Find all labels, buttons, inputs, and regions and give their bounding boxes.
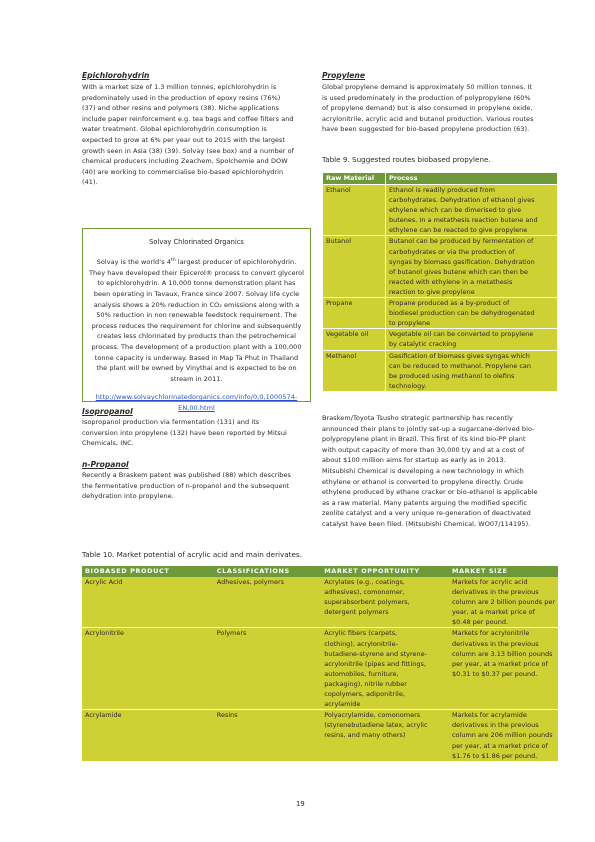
table-row [323, 329, 558, 350]
text-line: creates less chlorinated by products than the petrochemical [97, 332, 296, 341]
table10-cell-opportunity [321, 628, 449, 710]
text-line[interactable]: http://www.solvaychlorinatedorganics.com/info/0,0,1000574- [95, 393, 298, 402]
table10-cell-classification: Adhesives, polymers [214, 577, 322, 628]
text-line: automobiles, furniture, [324, 669, 399, 678]
text-line: acrylonitrile (pipes and fittings, [324, 659, 426, 668]
text-line: of propylene demand) but is also consumed in propylene oxide, [322, 104, 533, 113]
text-line: acrylamide [324, 700, 361, 709]
text-line: derivatives in the previous [451, 721, 539, 730]
table-row [82, 710, 558, 761]
text-line: of butanol gives butene which can then be [389, 267, 529, 276]
text-line[interactable]: EN,00.html [178, 403, 215, 412]
epichlorohydrin-heading: Epichlorohydrin [82, 71, 150, 80]
text-line: resins, and many others) [324, 731, 406, 740]
braskem-paragraph [322, 413, 538, 530]
table10-cell-size [449, 628, 558, 710]
table9-caption: Table 9. Suggested routes biobased propylene. [322, 155, 491, 164]
text-line: about $100 million aims for startup as early as in 2013. [322, 456, 506, 465]
text-line: column are 3.13 billion pounds [451, 649, 553, 658]
table10-cell-product: Acrylonitrile [82, 628, 214, 710]
text-line: (41). [82, 178, 98, 187]
table10-cell-opportunity [321, 710, 449, 761]
table9-cell-process [386, 329, 558, 350]
text-line: process. The development of a production plant with a 100,000 [91, 342, 302, 351]
table-row [82, 628, 558, 710]
table10-market-potential [82, 566, 558, 762]
text-line: With a market size of 1.3 million tonnes, epichlorohydrin is [82, 83, 277, 91]
text-line: butenes. In a metathesis reaction butene and [389, 216, 538, 225]
text-line: stream in 2011. [170, 374, 223, 383]
propylene-paragraph [322, 82, 534, 135]
text-line: include paper reinforcement e.g. tea bags and coffee filters and [82, 114, 294, 123]
table10-cell-size [449, 710, 558, 761]
text-line: Polyacrylamide, comonomers [324, 711, 421, 720]
table9-cell-material: Methanol [323, 350, 386, 391]
text-line: (40) are working to commercialise bio-based epichlorohydrin [82, 167, 284, 176]
text-line: column are 2 billion pounds per [451, 598, 555, 607]
table10-cell-product: Acrylic Acid [82, 577, 214, 628]
text-line: acrylonitrile, acrylic acid and butanol production. Various routes [322, 114, 534, 123]
text-line: Butanol can be produced by fermentation of [389, 237, 534, 246]
table9-cell-material: Vegetable oil [323, 329, 386, 350]
text-line: Braskem/Toyota Tsusho strategic partnership has recently [322, 414, 513, 422]
table9-cell-material: Butanol [323, 236, 386, 298]
text-line: detergent polymers [324, 608, 389, 617]
table10-caption: Table 10. Market potential of acrylic acid and main derivates. [82, 550, 302, 559]
page-number: 19 [296, 800, 305, 808]
text-line: have been suggested for bio-based propylene production (63). [322, 125, 530, 134]
text-line: by catalytic cracking [389, 340, 457, 349]
text-line: year, at a market price of [451, 608, 535, 617]
text-line: is used predominately in the production of polypropylene (60% [322, 93, 531, 102]
text-line: superabsorbent polymers, [324, 598, 410, 607]
text-line: catalyst have been filed. (Mitsubishi Chemical, WO07/114195). [322, 519, 531, 528]
text-line: the fermentative production of n-propanol and the subsequent [82, 481, 290, 490]
table10-header-classifications: CLASSIFICATIONS [214, 566, 322, 577]
text-line: Isopropanol production via fermentation (131) and its [82, 418, 260, 426]
text-line: packaging), nitrile rubber [324, 679, 407, 688]
table-row [323, 185, 558, 236]
table9-header-process: Process [386, 173, 558, 185]
text-line: conversion into propylene (132) have been reported by Mitsui [82, 428, 287, 437]
text-line: to epichlorohydrin. A 10,000 tonne demonstration plant has [97, 279, 296, 288]
text-line: ethylene or ethanol is converted to propylene directly. Crude [322, 477, 524, 486]
text-line: technology. [389, 381, 427, 390]
text-line: reaction to give propylene [389, 287, 475, 296]
solvay-box-title: Solvay Chlorinated Organics [149, 238, 244, 246]
text-line: be produced using methanol to olefins [389, 371, 515, 380]
text-line: ethylene which can be dimerised to give [389, 206, 522, 215]
text-line: Markets for acrylic acid [451, 578, 528, 586]
table9-cell-process [386, 236, 558, 298]
table10-cell-product: Acrylamide [82, 710, 214, 761]
text-line: syngas by biomass gasification. Dehydration [389, 257, 535, 266]
text-line: expected to grow at 6% per year out to 2015 with the largest [82, 135, 286, 144]
n-propanol-heading: n-Propanol [82, 460, 129, 469]
text-line: They have developed their Epicerol® process to convert glycerol [88, 268, 305, 277]
table9-header-raw-material: Raw Material [323, 173, 386, 185]
text-line: carbohydrates. Dehydration of ethanol gives [389, 196, 535, 205]
table10-cell-classification: Polymers [214, 628, 322, 710]
text-line: copolymers, adiponitrile, [324, 690, 405, 699]
text-line: Ethanol is readily produced from [389, 186, 495, 194]
table9-routes-propylene [322, 172, 558, 392]
text-line: 50% reduction in non renewable feedstock requirement. The [96, 311, 297, 320]
text-line: column are 206 million pounds [451, 731, 553, 740]
text-line: zeolite catalyst and a very unique re-generation of deactivated [322, 509, 531, 518]
table-row [323, 350, 558, 391]
text-line: derivatives in the previous [451, 588, 539, 597]
table9-cell-process [386, 185, 558, 236]
text-line: with output capacity of more than 30,000 t/y and at a cost of [322, 445, 525, 454]
text-line: Vegetable oil can be converted to propylene [389, 330, 534, 339]
table10-cell-size [449, 577, 558, 628]
text-line: Markets for acrylonitrile [451, 629, 530, 638]
text-line: reacted with ethylene in a metathesis [389, 277, 513, 286]
table10-cell-classification: Resins [214, 710, 322, 761]
text-line: Recently a Braskem patent was published (88) which describes [82, 471, 291, 479]
text-line: the plant will be owned by Vinythai and is expected to be on [96, 364, 297, 373]
text-line: been operating in Tavaux, France since 2007. Solvay life cycle [93, 289, 300, 298]
table9-cell-process [386, 350, 558, 391]
table-row [323, 236, 558, 298]
text-line: $0.48 per pound. [451, 618, 509, 627]
solvay-box-lines [83, 268, 310, 385]
text-line: derivatives in the previous [451, 639, 539, 648]
solvay-box-body [83, 256, 310, 384]
table9-cell-material: Ethanol [323, 185, 386, 236]
isopropanol-paragraph [82, 417, 287, 449]
text-line: Markets for acrylamide [451, 711, 527, 720]
text-line: per year, at a market price of [451, 741, 548, 750]
text-line: chemical producers including Zeachem, Spolchemie and DOW [82, 157, 288, 166]
text-line: clothing), acrylonitrile- [324, 639, 398, 648]
table10-header-opportunity: MARKET OPPORTUNITY [321, 566, 449, 577]
text-line: Mitsubishi Chemical is developing a new technology in which [322, 466, 524, 475]
text-line: Propane produced as a by-product of [389, 299, 510, 308]
text-line: growth seen in Asia (38) (39). Solvay (see box) and a number of [82, 146, 294, 155]
text-line: tonne capacity is underway. Based in Map Ta Phut in Thailand [94, 353, 299, 362]
text-line: water treatment. Global epichlorohydrin consumption is [82, 125, 267, 134]
text-line: predominately used in the production of epoxy resins (76%) [82, 93, 281, 102]
text-line: Acrylates (e.g., coatings, [324, 578, 405, 586]
isopropanol-heading: Isopropanol [82, 407, 133, 416]
text-line: Chemicals, INC. [82, 439, 134, 448]
text-line: Acrylic fibers (carpets, [324, 629, 398, 638]
table-row [82, 577, 558, 628]
text-line: Gasification of biomass gives syngas which [389, 351, 530, 360]
text-line: (styrenebutadiene latex, acrylic [324, 721, 428, 730]
text-line: Global propylene demand is approximately 50 million tonnes. It [322, 83, 533, 91]
table-row [323, 298, 558, 329]
text-line: butadiene-styrene and styrene- [324, 649, 427, 658]
n-propanol-paragraph [82, 470, 291, 502]
table10-header-product: BIOBASED PRODUCT [82, 566, 214, 577]
text-line: as a raw material. Many patents arguing the modified specific [322, 498, 527, 507]
text-line: announced their plans to jointly set-up a sugarcane-derived bio- [322, 424, 535, 433]
table10-header-size: MARKET SIZE [449, 566, 558, 577]
text-line: $0.31 to $0.37 per pound. [451, 669, 538, 678]
text-line: can be reduced to methanol. Propylene can [389, 361, 532, 370]
text-line: carbohydrates or via the production of [389, 247, 515, 256]
text-line: polypropylene plant in Brazil. This first of its kind bio-PP plant [322, 435, 526, 444]
text-line: adhesives), comonomer, [324, 588, 405, 597]
text-line: ethylene produced by ethane cracker or bio-ethanol is applicable [322, 488, 538, 497]
text-line: dehydration into propylene. [82, 492, 174, 501]
table10-cell-opportunity [321, 577, 449, 628]
text-line: per year, at a market price of [451, 659, 548, 668]
table9-cell-process [386, 298, 558, 329]
solvay-box-line-first: Solvay is the world’s 4th largest producer of epichlorohydrin. [96, 258, 297, 267]
text-line: biodiesel production can be dehydrogenated [389, 309, 535, 318]
text-line: ethylene can be reacted to give propylene [389, 226, 528, 235]
text-line: (37) and other resins and polymers (38). Niche applications [82, 104, 279, 113]
table9-cell-material: Propane [323, 298, 386, 329]
propylene-heading: Propylene [322, 71, 365, 80]
text-line: analysis shows a 20% reduction in CO₂ emissions along with a [93, 300, 300, 309]
text-line: $1.76 to $1.86 per pound. [451, 751, 538, 760]
text-line: to propylene [389, 319, 431, 328]
epichlorohydrin-paragraph [82, 82, 294, 188]
text-line: process reduces the requirement for chlorine and subsequently [91, 321, 302, 330]
